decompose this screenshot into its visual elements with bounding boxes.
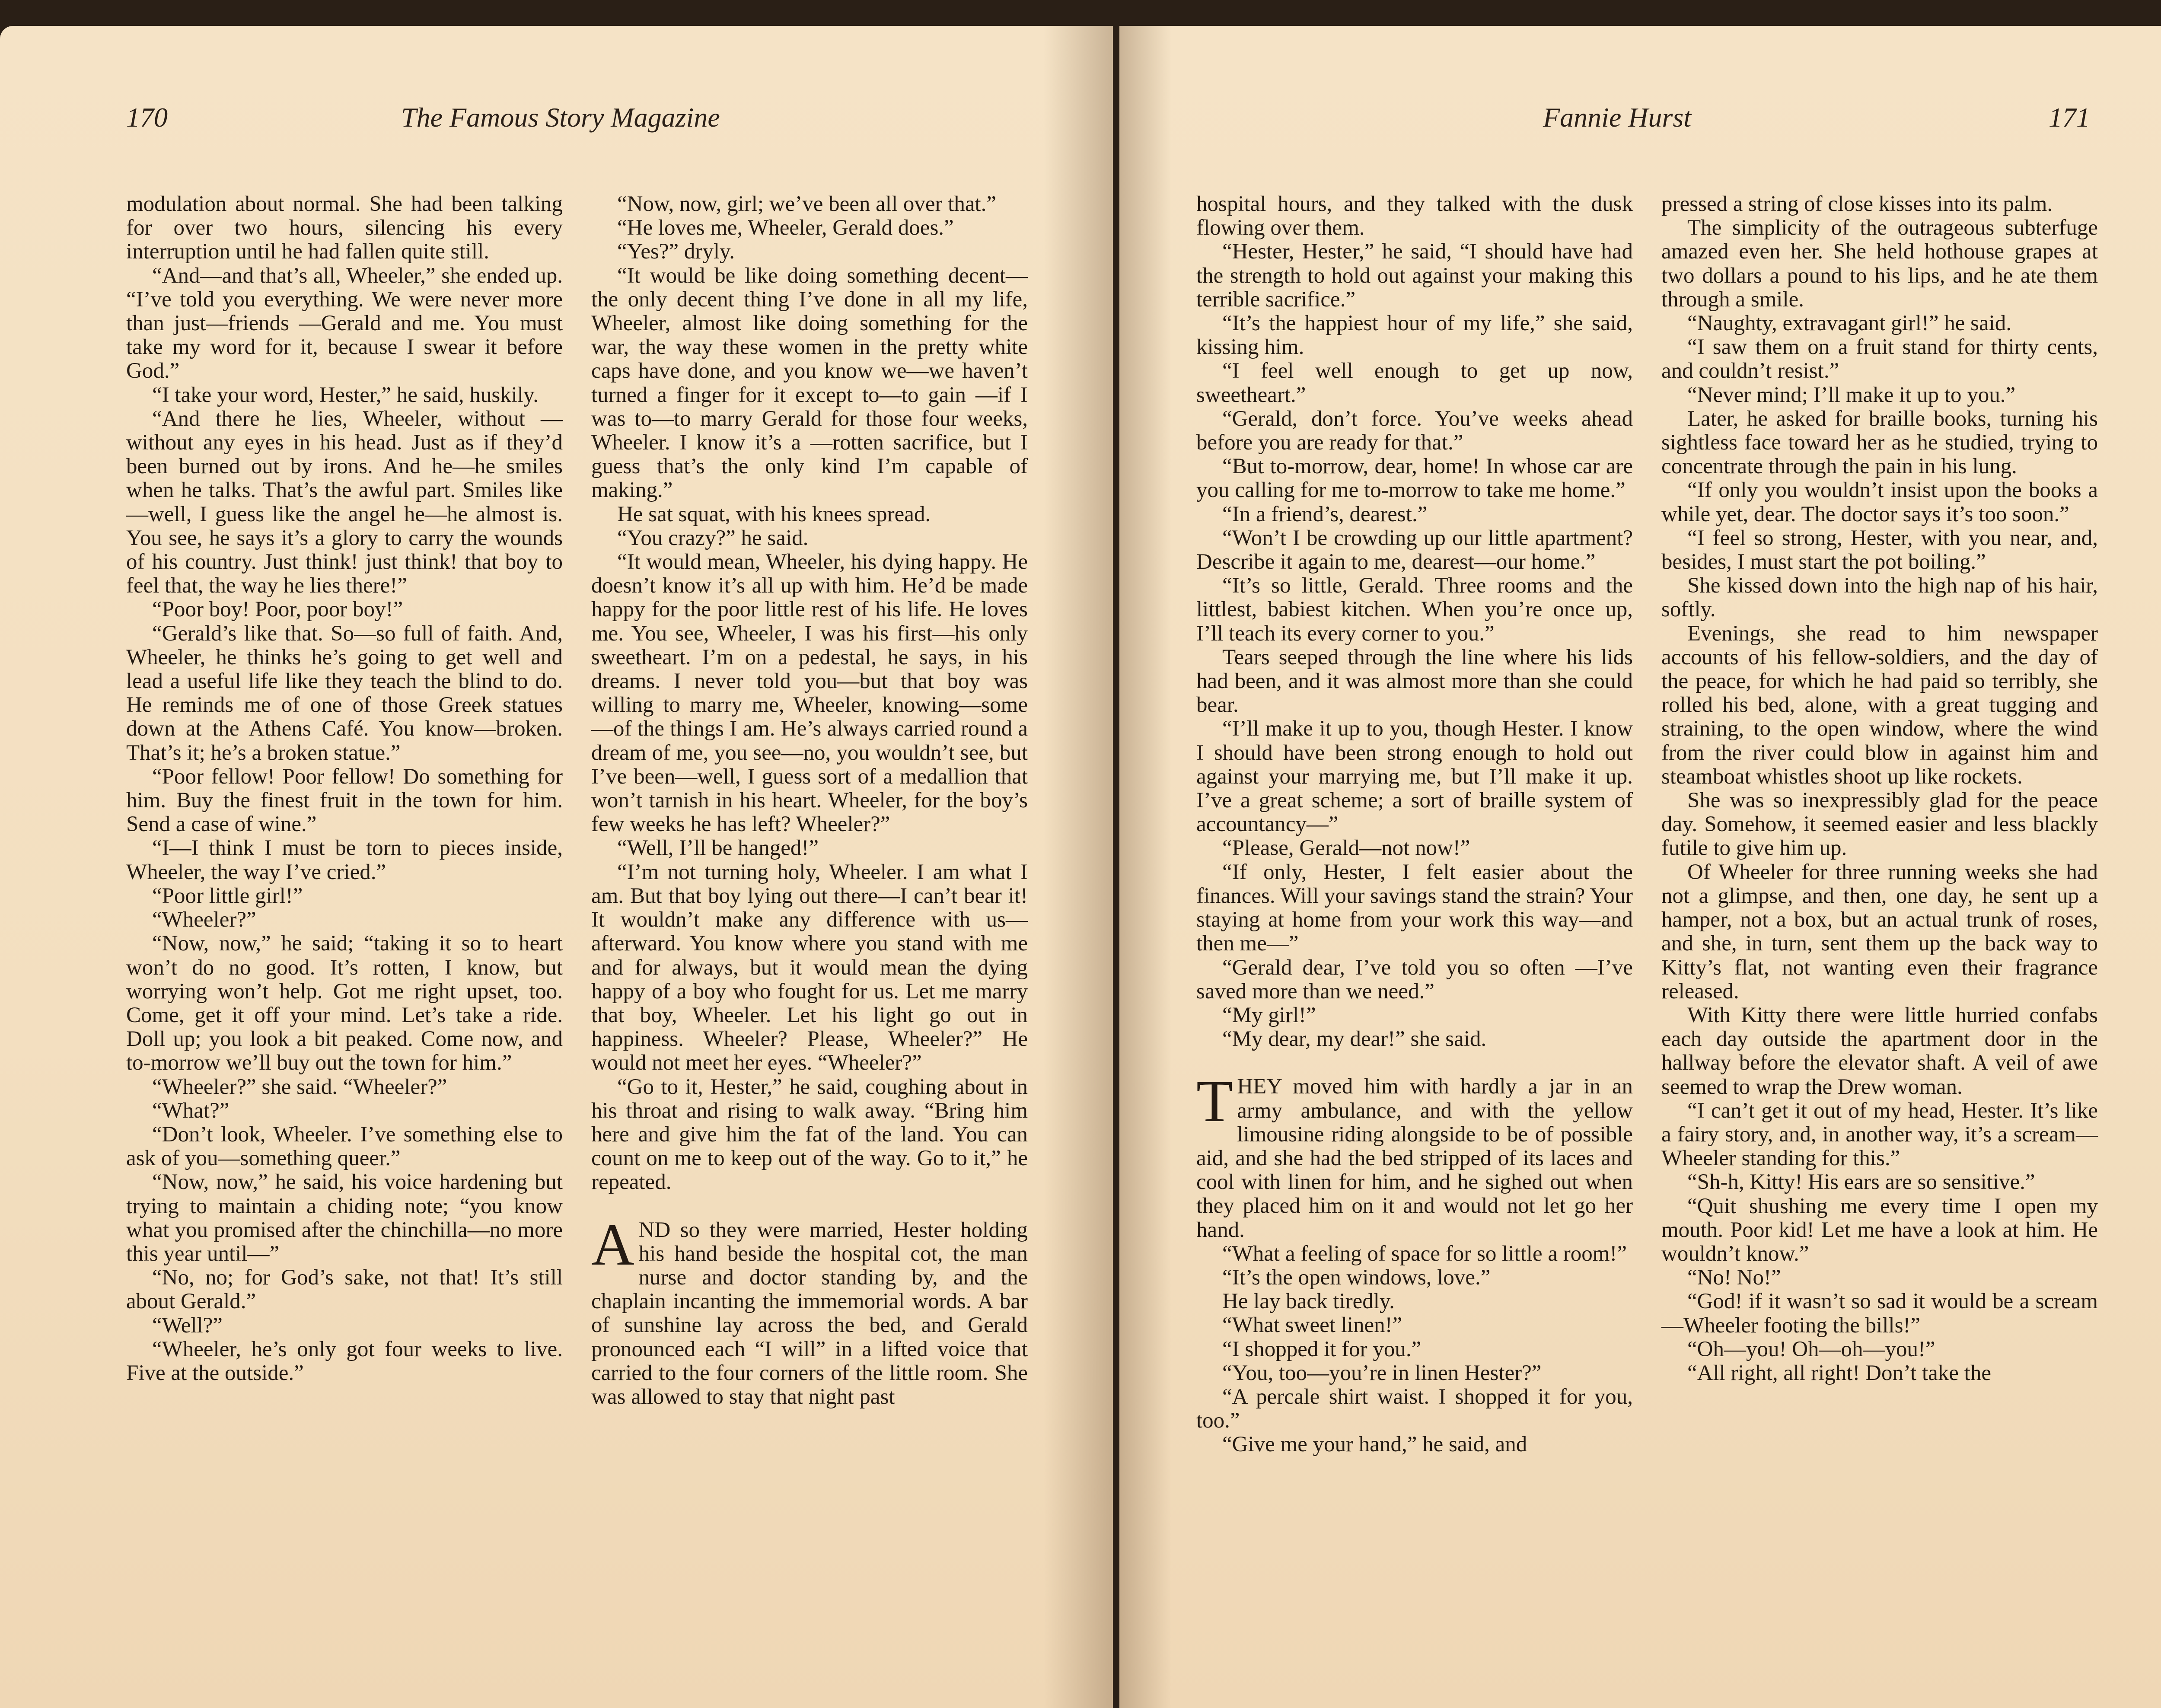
drop-cap: A bbox=[591, 1211, 634, 1278]
paragraph: “Wheeler, he’s only got four weeks to live. Five at the outside.” bbox=[126, 1337, 563, 1385]
paragraph: pressed a string of close kisses into its palm. bbox=[1661, 192, 2053, 216]
paragraph: “Poor fellow! Poor fellow! Do something for him. Buy the finest fruit in the town for him. Send a case of wine.” bbox=[126, 764, 563, 837]
text-column-1 bbox=[1196, 192, 1633, 1457]
paragraph: “Naughty, extravagant girl!” he said. bbox=[1687, 311, 2012, 336]
paragraph: “He loves me, Wheeler, Gerald does.” bbox=[617, 216, 954, 240]
gutter-shadow bbox=[1119, 26, 1171, 1708]
paragraph: “Yes?” dryly. bbox=[617, 239, 735, 264]
paragraph: “Poor boy! Poor, poor boy!” bbox=[152, 597, 403, 622]
running-head: Fannie Hurst bbox=[1543, 102, 1692, 133]
text-column-2 bbox=[1661, 192, 2098, 1385]
paragraph: She kissed down into the high nap of his hair, softly. bbox=[1661, 574, 2098, 622]
paragraph: “I can’t get it out of my head, Hester. It’s like a fairy story, and, in another way, it’s a scream—Wheeler standing for this.” bbox=[1661, 1098, 2098, 1171]
paragraph: Of Wheeler for three running weeks she had not a glimpse, and then, one day, he sent up a hamper, not a box, but an actual trunk of roses, and she, in turn, sent them up the back way to Kitty’s flat, not wanting even their fragrance released. bbox=[1661, 860, 2098, 1004]
running-head: The Famous Story Magazine bbox=[401, 102, 720, 133]
paragraph: “Now, now,” he said, his voice hardening but trying to maintain a chiding note; “you know what you promised after the chinchilla—no more this year until—” bbox=[126, 1170, 563, 1266]
drop-cap: T bbox=[1196, 1068, 1233, 1134]
paragraph: “A percale shirt waist. I shopped it for you, too.” bbox=[1196, 1384, 1633, 1433]
paragraph: “Wheeler?” she said. “Wheeler?” bbox=[152, 1074, 447, 1099]
paragraph: “Well?” bbox=[152, 1313, 223, 1338]
paragraph: “And—and that’s all, Wheeler,” she ended up. “I’ve told you everything. We were never more than just—friends —Gerald and me. You must take my word for it, because I swear it before God.” bbox=[126, 263, 563, 383]
paragraph: “Please, Gerald—not now!” bbox=[1222, 836, 1470, 860]
paragraph: “It would be like doing something decent—the only decent thing I’ve done in all my life, Wheeler, almost like doing something for the war, the way these women in the pretty white caps have done, and you know we—we haven’t turned a finger for it except to—to gain —if I was to—to marry Gerald for those four weeks, Wheeler. I know it’s a —rotten sacrifice, but I guess that’s the only kind I’m capable of making.” bbox=[591, 263, 1028, 503]
text-column-1 bbox=[126, 192, 563, 1385]
paragraph: “Poor little girl!” bbox=[152, 883, 303, 908]
paragraph: “Go to it, Hester,” he said, coughing about in his throat and rising to walk away. “Bring him here and give him the fat of the land. You can count on me to keep out of the way. Go to it,” he repeated. bbox=[591, 1074, 1028, 1195]
paragraph: “Won’t I be crowding up our little apartment? Describe it again to me, dearest—our home.” bbox=[1196, 526, 1633, 574]
paragraph: “Gerald’s like that. So—so full of faith. And, Wheeler, he thinks he’s going to get well and lead a useful life like they teach the blind to do. He reminds me of one of those Greek statues down at the Athens Café. You know—broken. That’s it; he’s a broken statue.” bbox=[126, 621, 563, 765]
paragraph: modulation about normal. She had been talking for over two hours, silencing his every interruption until he had fallen quite still. bbox=[126, 192, 563, 264]
paragraph: “What a feeling of space for so little a room!” bbox=[1222, 1241, 1627, 1266]
paragraph: “No, no; for God’s sake, not that! It’s still about Gerald.” bbox=[126, 1265, 563, 1314]
paragraph: “Wheeler?” bbox=[152, 908, 256, 932]
paragraph: “I’m not turning holy, Wheeler. I am what I am. But that boy lying out there—I can’t bear it! It wouldn’t make any difference with us—afterward. You know where you stand with me and for always, but it would mean the dying happy of a boy who fought for us. Let me marry that boy, Wheeler. Let his light go out in happiness. Wheeler? Please, Wheeler?” He would not meet her eyes. “Wheeler?” bbox=[591, 860, 1028, 1075]
page-number: 171 bbox=[2049, 102, 2090, 133]
paragraph: “Now, now,” he said; “taking it so to heart won’t do no good. It’s rotten, I know, but worrying won’t help. Got me right upset, too. Come, get it off your mind. Let’s take a ride. Doll up; you look a bit peaked. Come now, and to-morrow we’ll buy out the town for him.” bbox=[126, 931, 563, 1075]
paragraph: “What?” bbox=[152, 1098, 229, 1123]
paragraph: “Oh—you! Oh—oh—you!” bbox=[1687, 1337, 1935, 1361]
paragraph: “I feel well enough to get up now, sweetheart.” bbox=[1196, 359, 1633, 407]
right-page bbox=[1119, 26, 2161, 1708]
paragraph: Later, he asked for braille books, turning his sightless face toward her as he studied, trying to concentrate through the pain in his lung. bbox=[1661, 406, 2098, 479]
paragraph: “No! No!” bbox=[1687, 1265, 1781, 1290]
left-page bbox=[0, 26, 1113, 1708]
paragraph: “Now, now, girl; we’ve been all over that.” bbox=[617, 192, 997, 216]
paragraph: “All right, all right! Don’t take the bbox=[1687, 1361, 1991, 1385]
paragraph: “You crazy?” he said. bbox=[617, 526, 809, 550]
paragraph: “In a friend’s, dearest.” bbox=[1222, 502, 1428, 526]
paragraph: With Kitty there were little hurried confabs each day outside the apartment door in the hallway before the elevator shaft. A veil of awe seemed to wrap the Drew woman. bbox=[1661, 1003, 2098, 1099]
paragraph: “Never mind; I’ll make it up to you.” bbox=[1687, 382, 2016, 407]
paragraph: “Gerald, don’t force. You’ve weeks ahead before you are ready for that.” bbox=[1196, 406, 1633, 455]
paragraph: “Don’t look, Wheeler. I’ve something else to ask of you—something queer.” bbox=[126, 1122, 563, 1171]
paragraph: “Sh-h, Kitty! His ears are so sensitive.” bbox=[1687, 1170, 2035, 1195]
paragraph: “I take your word, Hester,” he said, huskily. bbox=[152, 382, 539, 407]
paragraph: “I’ll make it up to you, though Hester. I know I should have been strong enough to hold out against your marrying me, but I’ll make it up. I’ve a great scheme; a sort of braille system of accountancy—” bbox=[1196, 717, 1633, 837]
paragraph: “Quit shushing me every time I open my mouth. Poor kid! Let me have a look at him. He wouldn’t know.” bbox=[1661, 1194, 2098, 1266]
paragraph: “It’s the open windows, love.” bbox=[1222, 1265, 1491, 1290]
paragraph: “If only, Hester, I felt easier about the finances. Will your savings stand the strain? Your staying at home from your work this way—and then me—” bbox=[1196, 860, 1633, 956]
text-column-2 bbox=[591, 192, 1028, 1409]
paragraph: The simplicity of the outrageous subterfuge amazed even her. She held hothouse grapes at two dollars a pound to his lips, and he ate them through a smile. bbox=[1661, 216, 2098, 312]
section-paragraph: AND so they were married, Hester holding his hand beside the hospital cot, the man nurse and doctor standing by, and the chaplain incanting the immemorial words. A bar of sunshine lay across the bed, and Gerald pronounced each “I will” in a lifted voice that carried to the four corners of the little room. She was allowed to stay that night past bbox=[591, 1211, 1028, 1409]
paragraph: “My dear, my dear!” she said. bbox=[1222, 1027, 1487, 1052]
paragraph: “And there he lies, Wheeler, without —without any eyes in his head. Just as if they’d been burned out by irons. And he—he smiles when he talks. That’s the awful part. Smiles like—well, I guess like the angel he—he almost is. You see, he says it’s a glory to carry the wounds of his country. Just think! just think! that boy to feel that, the way he lies there!” bbox=[126, 406, 563, 598]
paragraph: “Hester, Hester,” he said, “I should have had the strength to hold out against your making this terrible sacrifice.” bbox=[1196, 239, 1633, 312]
paragraph: “It would mean, Wheeler, his dying happy. He doesn’t know it’s all up with him. He’d be made happy for the poor little rest of his life. He loves me. You see, Wheeler, I was his first—his only sweetheart. I’m on a pedestal, he says, in his dreams. I never told you—but that boy was willing to marry me, Wheeler, knowing—some—of the things I am. He’s always carried round a dream of me, you see—no, you wouldn’t see, but I’ve been—well, I guess sort of a medallion that won’t tarnish in his heart. Wheeler, for the boy’s few weeks he has left? Wheeler?” bbox=[591, 550, 1028, 837]
paragraph: “I shopped it for you.” bbox=[1222, 1337, 1422, 1361]
page-number: 170 bbox=[126, 102, 168, 133]
paragraph: “My girl!” bbox=[1222, 1003, 1316, 1027]
paragraph: “Gerald dear, I’ve told you so often —I’ve saved more than we need.” bbox=[1196, 955, 1633, 1004]
paragraph: “Give me your hand,” he said, and bbox=[1222, 1432, 1527, 1457]
section-paragraph: THEY moved him with hardly a jar in an army ambulance, and with the yellow limousine riding alongside to be of possible aid, and she had the bed stripped of its laces and cool with linen for him, and he sighed out when they placed him on it and would not let go her hand. bbox=[1196, 1068, 1633, 1242]
paragraph: “I feel so strong, Hester, with you near, and, besides, I must start the pot boiling.” bbox=[1661, 526, 2098, 574]
paragraph: Evenings, she read to him newspaper accounts of his fellow-soldiers, and the day of the peace, for which he had paid so terribly, she rolled his bed, alone, with a great tugging and straining, to the open window, where the wind from the river could blow in against him and steamboat whistles shoot up like rockets. bbox=[1661, 621, 2098, 789]
paragraph: “It’s so little, Gerald. Three rooms and the littlest, babiest kitchen. When you’re once up, I’ll teach its every corner to you.” bbox=[1196, 574, 1633, 646]
paragraph: hospital hours, and they talked with the dusk flowing over them. bbox=[1196, 192, 1633, 240]
paragraph: She was so inexpressibly glad for the peace day. Somehow, it seemed easier and less blackly futile to give him up. bbox=[1661, 788, 2098, 860]
gutter-shadow bbox=[1044, 26, 1113, 1708]
paragraph: He sat squat, with his knees spread. bbox=[617, 502, 931, 526]
paragraph: Tears seeped through the line where his lids had been, and it was almost more than she could bear. bbox=[1196, 645, 1633, 717]
paragraph: “But to-morrow, dear, home! In whose car are you calling for me to-morrow to take me home.” bbox=[1196, 454, 1633, 503]
paragraph: “It’s the happiest hour of my life,” she said, kissing him. bbox=[1196, 311, 1633, 360]
paragraph: “You, too—you’re in linen Hester?” bbox=[1222, 1361, 1542, 1385]
paragraph: “What sweet linen!” bbox=[1222, 1313, 1402, 1338]
paragraph: “God! if it wasn’t so sad it would be a scream—Wheeler footing the bills!” bbox=[1661, 1289, 2098, 1338]
paragraph: He lay back tiredly. bbox=[1222, 1289, 1395, 1314]
paragraph: “If only you wouldn’t insist upon the books a while yet, dear. The doctor says it’s too soon.” bbox=[1661, 478, 2098, 526]
paragraph: “I saw them on a fruit stand for thirty cents, and couldn’t resist.” bbox=[1661, 335, 2098, 383]
paragraph: “Well, I’ll be hanged!” bbox=[617, 836, 819, 860]
paragraph: “I—I think I must be torn to pieces inside, Wheeler, the way I’ve cried.” bbox=[126, 836, 563, 884]
